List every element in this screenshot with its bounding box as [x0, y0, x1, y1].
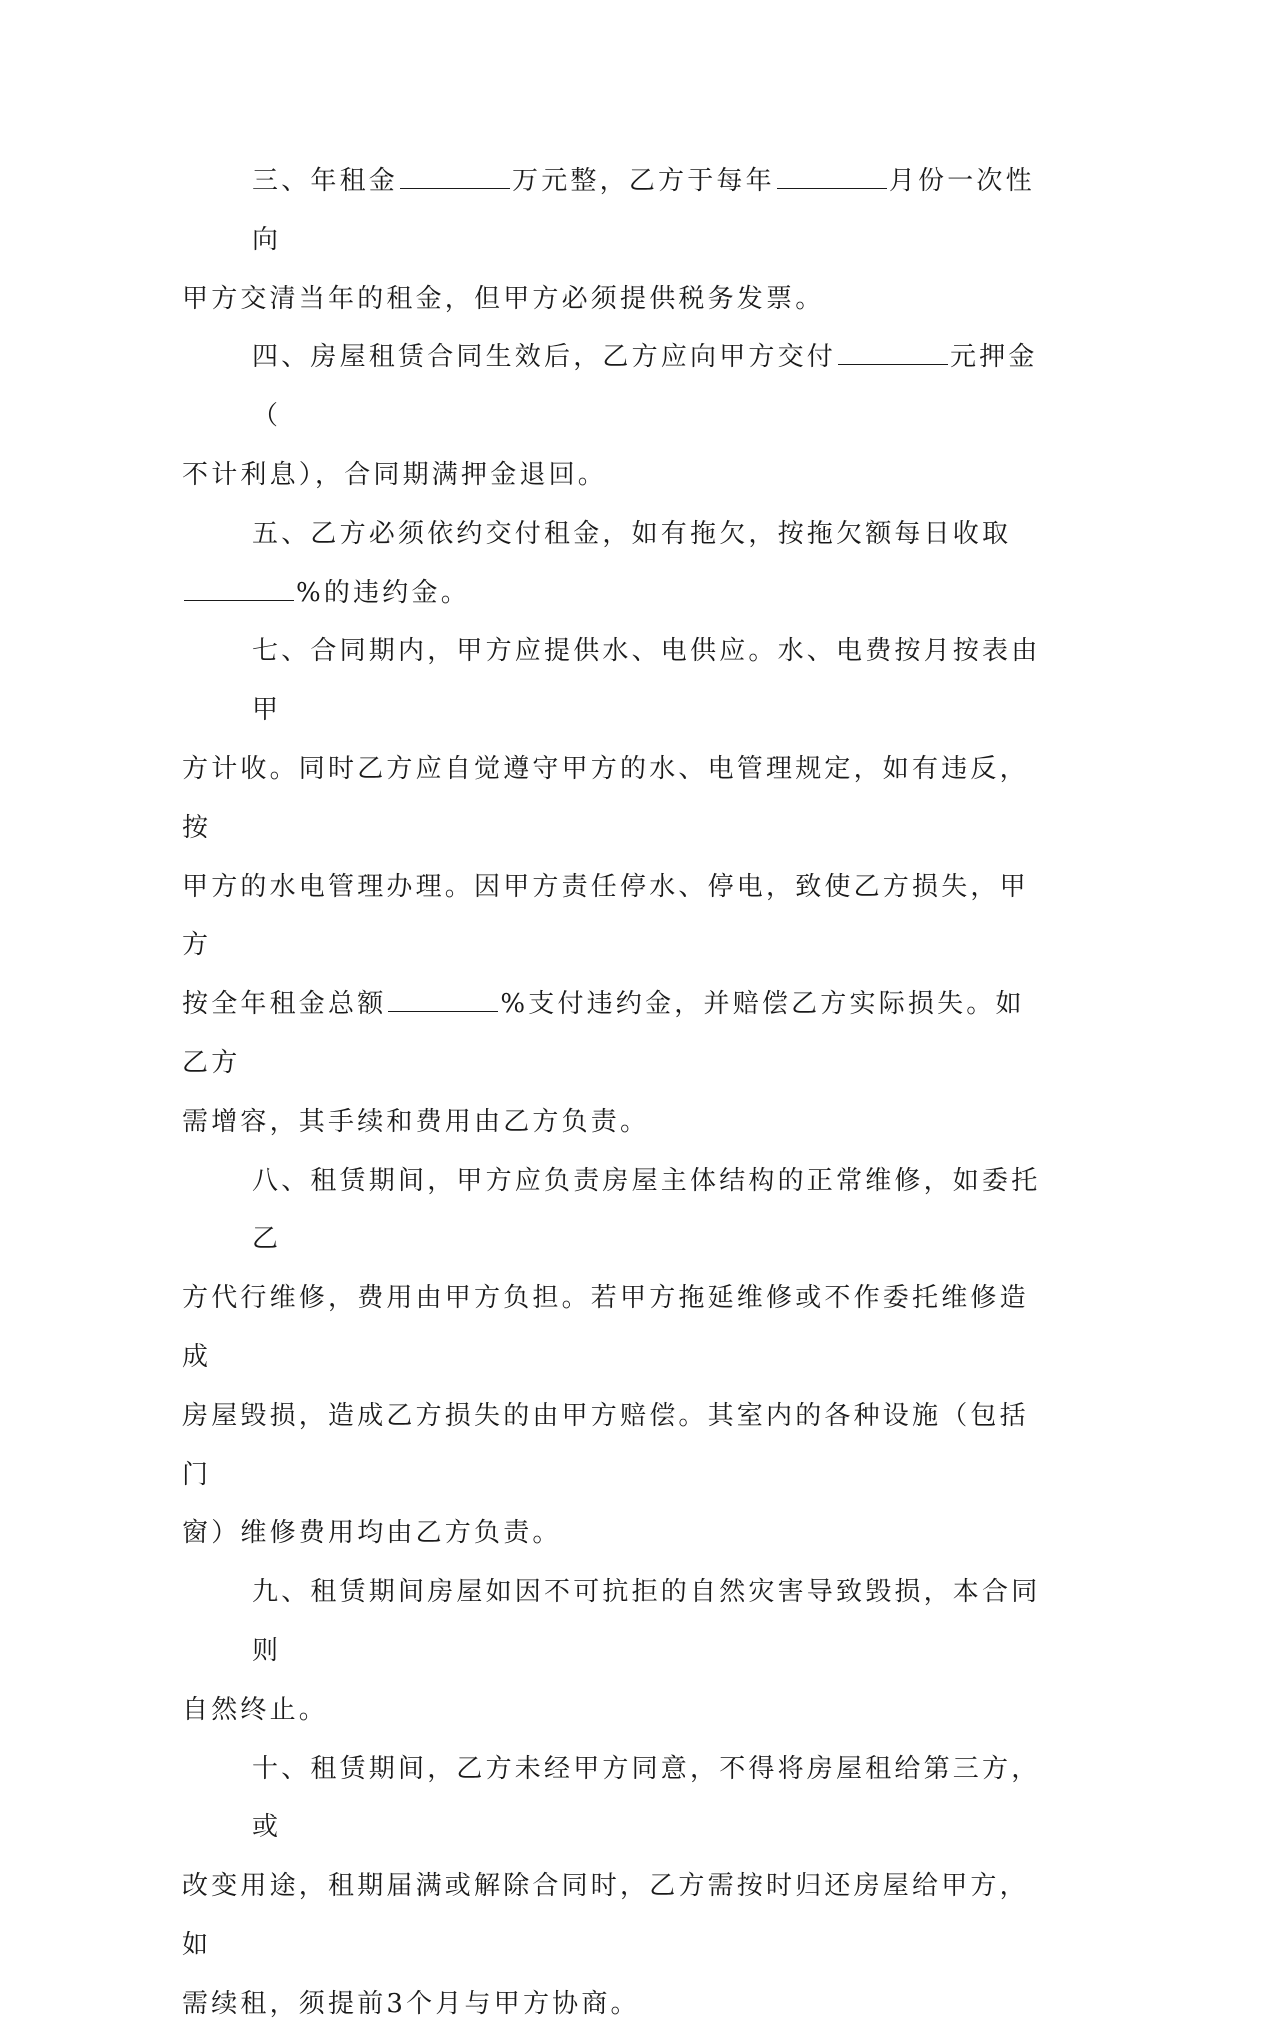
text-run: 元押金（ — [252, 342, 1038, 432]
paragraph-clause-7 — [182, 622, 1042, 1151]
paragraph-clause-4 — [182, 328, 1042, 504]
text-line — [182, 1681, 1042, 1740]
paragraph-clause-5 — [182, 505, 1042, 623]
text-run: %的违约金。 — [296, 577, 470, 608]
text-run: 需增容，其手续和费用由乙方负责。 — [182, 1106, 650, 1137]
text-run: 方代行维修，费用由甲方负担。若甲方拖延维修或不作委托维修造成 — [182, 1283, 1029, 1372]
text-run: 万元整，乙方于每年 — [512, 166, 775, 196]
text-run: 不计利息），合同期满押金退回。 — [182, 459, 608, 490]
text-run: 甲方交清当年的租金，但甲方必须提供税务发票。 — [182, 283, 825, 314]
text-line — [182, 446, 1042, 505]
text-line — [182, 858, 1042, 976]
fill-in-blank — [838, 342, 948, 365]
text-run: 自然终止。 — [182, 1694, 329, 1725]
fill-in-blank — [777, 166, 887, 189]
text-line — [182, 1093, 1042, 1152]
text-run: 窗）维修费用均由乙方负责。 — [182, 1518, 562, 1549]
text-line — [182, 740, 1042, 858]
text-line — [182, 975, 1042, 1093]
text-line — [182, 564, 1042, 623]
text-line — [182, 270, 1042, 329]
text-line — [182, 1387, 1042, 1505]
paragraph-clause-8 — [182, 1152, 1042, 1564]
text-run: 十、租赁期间，乙方未经甲方同意，不得将房屋租给第三方，或 — [252, 1753, 1041, 1843]
text-line — [182, 622, 1042, 740]
text-line — [182, 1152, 1042, 1270]
paragraph-clause-9 — [182, 1563, 1042, 1739]
text-run: 九、租赁期间房屋如因不可抗拒的自然灾害导致毁损，本合同则 — [252, 1577, 1041, 1666]
text-line — [182, 1504, 1042, 1563]
text-run: 方计收。同时乙方应自觉遵守甲方的水、电管理规定，如有违反，按 — [182, 753, 1029, 843]
text-run: 四、房屋租赁合同生效后，乙方应向甲方交付 — [252, 342, 837, 373]
text-run: %支付违约金，并赔偿乙方实际损失。如乙方 — [182, 989, 1025, 1078]
paragraph-clause-10 — [182, 1740, 1042, 2034]
text-line — [182, 152, 1042, 270]
fill-in-blank — [184, 578, 294, 601]
text-line — [182, 505, 1042, 564]
text-run: 甲方的水电管理办理。因甲方责任停水、停电，致使乙方损失，甲方 — [182, 871, 1029, 961]
fill-in-blank — [400, 166, 510, 189]
text-run: 八、租赁期间，甲方应负责房屋主体结构的正常维修，如委托乙 — [252, 1165, 1041, 1255]
text-run: 需续租，须提前3个月与甲方协商。 — [182, 1988, 640, 2019]
text-run: 五、乙方必须依约交付租金，如有拖欠，按拖欠额每日收取 — [252, 518, 1012, 549]
text-run: 三、年租金 — [252, 166, 399, 196]
text-run: 七、合同期内，甲方应提供水、电供应。水、电费按月按表由甲 — [252, 636, 1041, 726]
text-run: 房屋毁损，造成乙方损失的由甲方赔偿。其室内的各种设施（包括门 — [182, 1400, 1029, 1490]
document-page — [182, 152, 1042, 2034]
text-line — [182, 1975, 1042, 2034]
text-run: 改变用途，租期届满或解除合同时，乙方需按时归还房屋给甲方，如 — [182, 1871, 1029, 1960]
text-line — [182, 328, 1042, 446]
text-line — [182, 1857, 1042, 1975]
paragraph-clause-3 — [182, 152, 1042, 328]
text-line — [182, 1563, 1042, 1681]
text-line — [182, 1740, 1042, 1858]
text-run: 月份一次性向 — [252, 166, 1035, 255]
text-line — [182, 1269, 1042, 1387]
text-run: 按全年租金总额 — [182, 989, 387, 1020]
fill-in-blank — [388, 989, 498, 1012]
